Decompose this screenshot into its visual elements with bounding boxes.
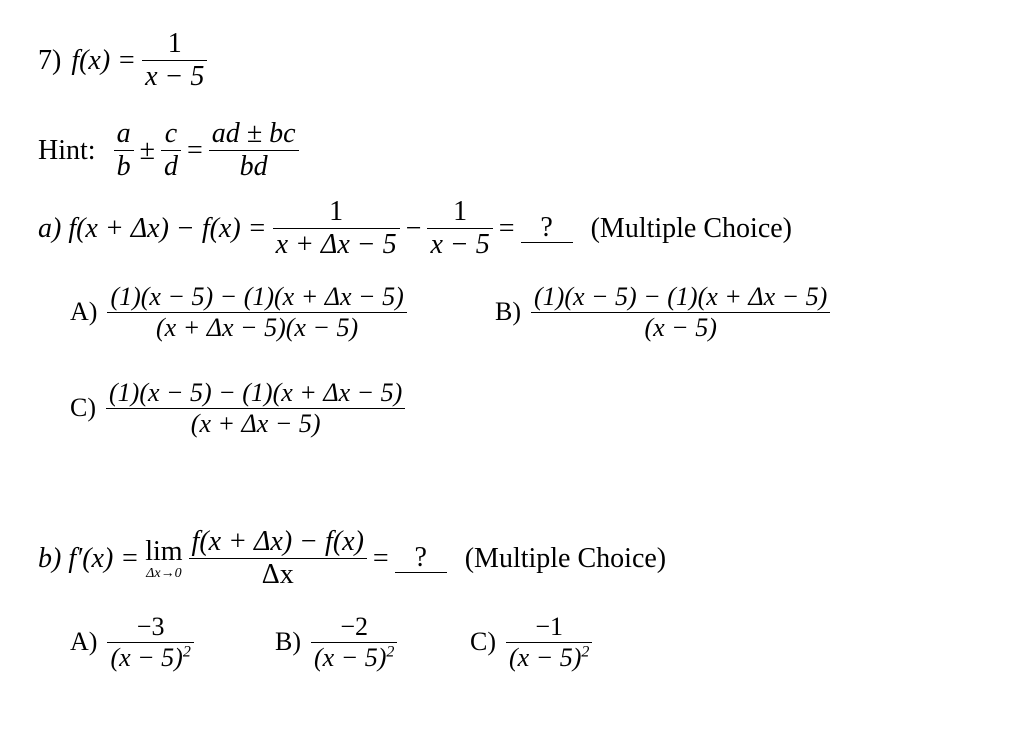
part-b-question [38,526,666,591]
hint-label: Hint: [38,134,96,166]
choice-fraction [107,282,406,343]
choice-label: B) [495,297,521,327]
choice-num: −1 [535,612,564,641]
hint-result-den: bd [239,151,268,183]
choice-exponent: 2 [182,643,191,661]
limit-text: lim [145,535,183,567]
choice-num: (1)(x − 5) − (1)(x + Δx − 5) [110,282,404,311]
part-a-choice-b[interactable] [495,282,830,343]
part-a-term1 [273,196,400,261]
choice-label: A) [70,627,98,657]
part-a-choice-c[interactable] [70,378,405,439]
choice-label: C) [470,627,496,657]
part-a-minus: − [405,212,422,244]
function-lhs: f(x) = [71,44,137,76]
part-a-choice-a[interactable] [70,282,407,343]
choice-exponent: 2 [386,643,395,661]
dq-num: f(x + Δx) − f(x) [191,526,364,557]
choice-label: B) [275,627,301,657]
hint-result [209,118,299,183]
hint [38,118,299,183]
part-a-question [38,196,792,261]
choice-den: (x − 5) [644,312,717,342]
choice-exponent: 2 [581,643,590,661]
hint-c: c [164,118,178,149]
hint-pm: ± [139,134,155,166]
hint-result-num: ad ± bc [211,118,296,149]
part-b-note: (Multiple Choice) [464,542,667,574]
term2-num: 1 [453,196,468,227]
choice-den-base: (x − 5) [509,642,582,672]
hint-frac-ab [114,118,134,183]
part-b-choice-c[interactable] [470,612,592,673]
term1-den: x + Δx − 5 [275,229,397,261]
choice-num: (1)(x − 5) − (1)(x + Δx − 5) [109,378,403,407]
part-b-eq: = [372,542,389,574]
choice-fraction [506,612,592,673]
part-b-choice-a[interactable] [70,612,194,673]
choice-den-base: (x − 5) [110,642,183,672]
choice-num: (1)(x − 5) − (1)(x + Δx − 5) [534,282,828,311]
choice-label: A) [70,297,98,327]
choice-fraction [531,282,830,343]
part-b-choice-b[interactable] [275,612,397,673]
choice-den: (x + Δx − 5)(x − 5) [156,312,359,342]
limit [145,536,182,582]
hint-d: d [163,151,178,183]
choice-den-base: (x − 5) [314,642,387,672]
hint-frac-cd [161,118,181,183]
part-a-eq: = [498,212,515,244]
choice-fraction [311,612,397,673]
function-fraction [142,28,207,93]
problem-number: 7) [38,44,62,76]
hint-b: b [116,151,131,183]
term1-num: 1 [329,196,344,227]
part-a-answer-blank[interactable]: ? [521,214,573,243]
function-numerator: 1 [167,28,182,59]
difference-quotient [189,526,367,591]
choice-fraction [107,612,193,673]
hint-a: a [116,118,131,149]
part-a-note: (Multiple Choice) [590,212,792,244]
part-b-lhs: b) f′(x) = [38,542,140,574]
choice-num: −3 [136,612,165,641]
part-b-answer-blank[interactable]: ? [395,544,447,573]
choice-num: −2 [340,612,369,641]
choice-den [107,643,193,673]
problem-statement [38,28,207,93]
choice-den [311,643,397,673]
dq-den: Δx [261,559,294,591]
limit-subscript: Δx→0 [146,565,182,581]
choice-fraction [106,378,405,439]
term2-den: x − 5 [430,229,490,261]
part-a-term2 [427,196,492,261]
hint-eq: = [186,134,203,166]
choice-label: C) [70,393,96,423]
part-a-lhs: a) f(x + Δx) − f(x) = [38,212,267,244]
function-denominator: x − 5 [145,61,205,93]
choice-den [506,643,592,673]
choice-den: (x + Δx − 5) [190,408,321,438]
